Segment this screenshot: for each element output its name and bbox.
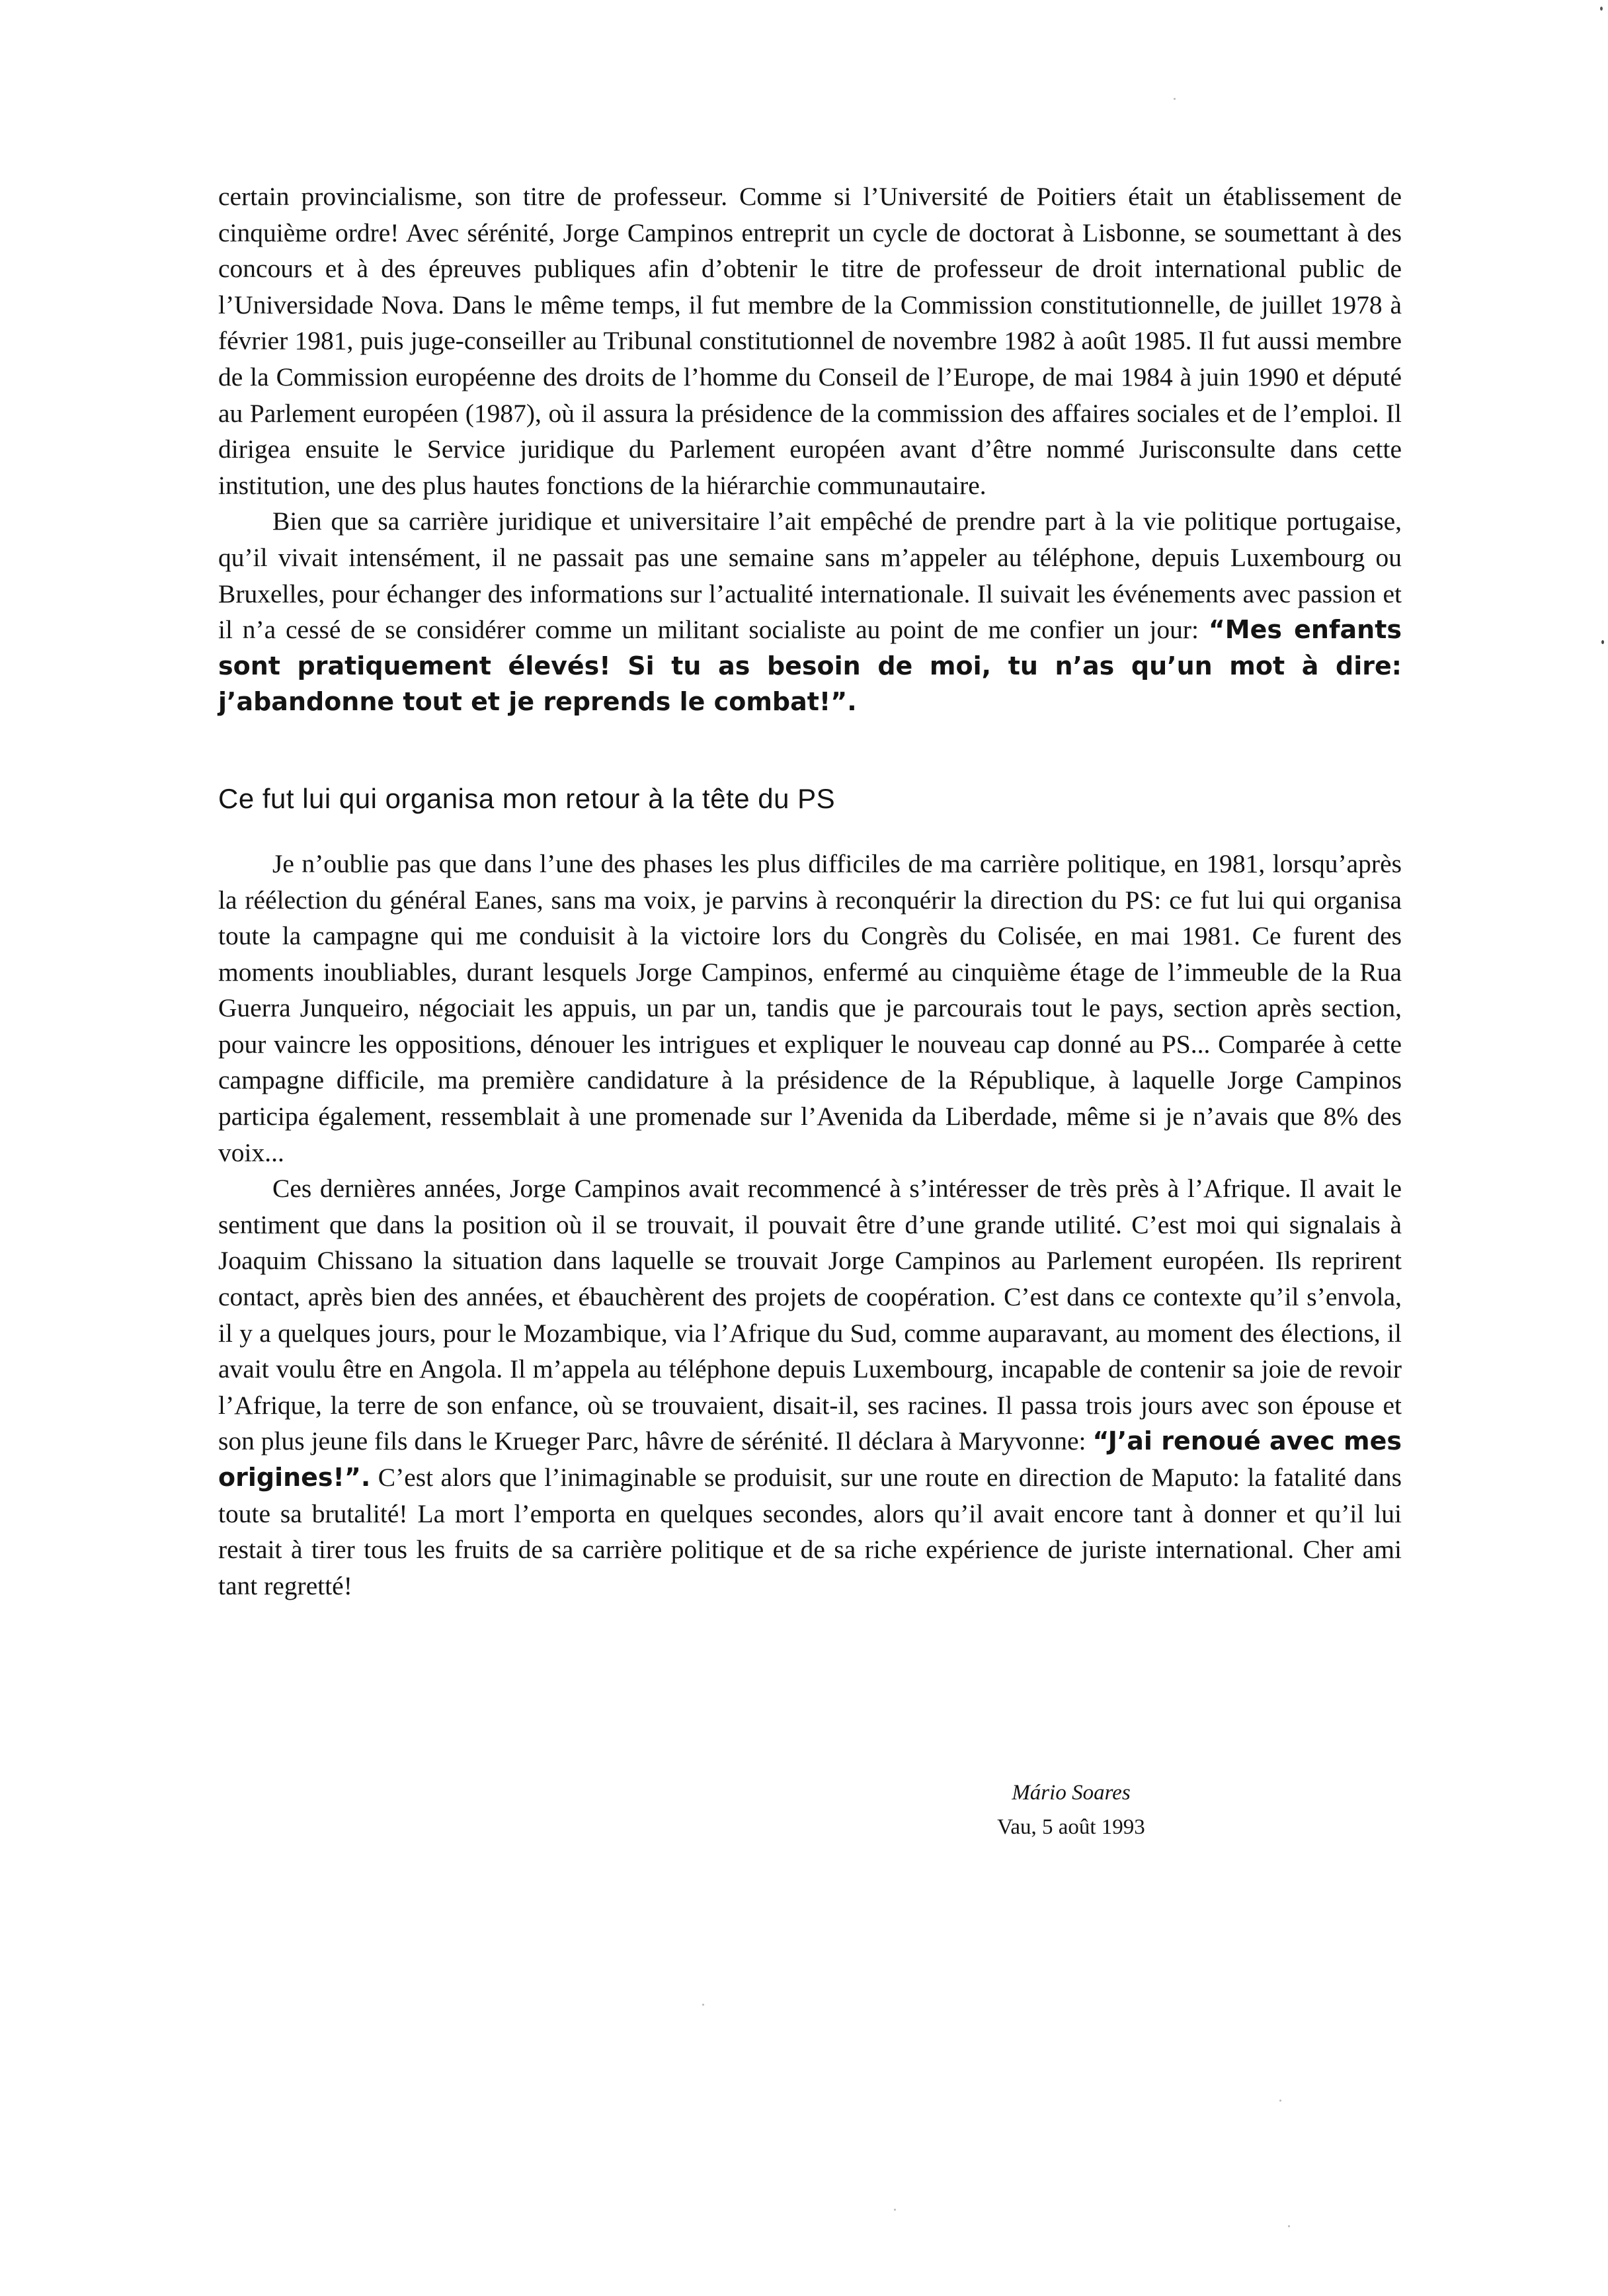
paragraph-phone-calls — [218, 503, 1402, 720]
place-and-date: Vau, 5 août 1993 — [997, 1815, 1145, 1839]
bold-quote: “J’ai renoué avec mes origines!”. — [218, 1426, 1402, 1492]
paragraph-africa — [218, 1170, 1402, 1604]
paragraph-text: Bien que sa carrière juridique et universitaire l’ait empêché de prendre part à la vie politique portugaise, qu’il vivait intensément, il ne passait pas une semaine sans m’appeler au téléphone, depuis Luxembourg ou Bruxelles, pour échanger des informations sur l’actualité internationale. Il suivait les événements avec passion et il n’a cessé de se considérer comme un militant socialiste au point de me confier un jour: — [218, 507, 1402, 645]
scan-speck — [1174, 98, 1176, 100]
scan-speck — [702, 2004, 704, 2006]
paragraph-text: Ces dernières années, Jorge Campinos avait recommencé à s’intéresser de très près à l’Afrique. Il avait le sentiment que dans la position où il se trouvait, il pouvait être d’une grande utilité. C’est moi qui signalais à Joaquim Chissano la situation dans laquelle se trouvait Jorge Campinos au Parlement européen. Ils reprirent contact, après bien des années, et ébauchèrent des projets de coopération. C’est dans ce contexte qu’il s’envola, il y a quelques jours, pour le Mozambique, via l’Afrique du Sud, comme auparavant, au moment des élections, il avait voulu être en Angola. Il m’appela au téléphone depuis Luxembourg, incapable de contenir sa joie de revoir l’Afrique, la terre de son enfance, où se trouvaient, disait-il, ses racines. Il passa trois jours avec son épouse et son plus jeune fils dans le Krueger Parc, hâvre de sérénité. Il déclara à Maryvonne: — [218, 1174, 1402, 1456]
section-heading: Ce fut lui qui organisa mon retour à la tête du PS — [218, 782, 836, 814]
paragraph-continuation: certain provincialisme, son titre de professeur. Comme si l’Université de Poitiers était un établissement de cinquième ordre! Avec sérénité, Jorge Campinos entreprit un cycle de doctorat à Lisbonne, se soumettant à des concours et à des épreuves publiques afin d’obtenir le titre de professeur de droit international public de l’Universidade Nova. Dans le même temps, il fut membre de la Commission constitutionnelle, de juillet 1978 à février 1981, puis juge-conseiller au Tribunal constitutionnel de novembre 1982 à août 1985. Il fut aussi membre de la Commission européenne des droits de l’homme du Conseil de l’Europe, de mai 1984 à juin 1990 et député au Parlement européen (1987), où il assura la présidence de la commission des affaires sociales et de l’emploi. Il dirigea ensuite le Service juridique du Parlement européen avant d’être nommé Jurisconsulte dans cette institution, une des plus hautes fonctions de la hiérarchie communautaire. — [218, 182, 1402, 500]
author-name: Mário Soares — [1012, 1781, 1131, 1805]
signature-block — [939, 1776, 1203, 1844]
scan-speck — [1600, 7, 1603, 11]
scan-speck — [894, 2209, 896, 2211]
paragraph-text: C’est alors que l’inimaginable se produisit, sur une route en direction de Maputo: la fatalité dans toute sa brutalité! La mort l’emporta en quelques secondes, alors qu’il avait encore tant à donner et qu’il lui restait à tirer tous les fruits de sa carrière politique et de sa riche expérience de juriste international. Cher ami tant regretté! — [218, 1463, 1402, 1600]
bold-quote: “Mes enfants sont pratiquement élevés! Si tu as besoin de moi, tu n’as qu’un mot à dire: j’abandonne tout et je reprends le combat!”. — [218, 615, 1402, 717]
scan-speck — [1601, 640, 1604, 644]
article-body — [218, 179, 1402, 1604]
paragraph-campaign: Je n’oublie pas que dans l’une des phases les plus difficiles de ma carrière politique, en 1981, lorsqu’après la réélection du général Eanes, sans ma voix, je parvins à reconquérir la direction du PS: ce fut lui qui organisa toute la campagne qui me conduisit à la victoire lors du Congrès du Colisée, en mai 1981. Ce furent des moments inoubliables, durant lesquels Jorge Campinos, enfermé au cinquième étage de l’immeuble de la Rua Guerra Junqueiro, négociait les appuis, un par un, tandis que je parcourais tout le pays, section après section, pour vaincre les oppositions, dénouer les intrigues et expliquer le nouveau cap donné au PS... Comparée à cette campagne difficile, ma première candidature à la présidence de la République, à laquelle Jorge Campinos participa également, ressemblait à une promenade sur l’Avenida da Liberdade, même si je n’avais que 8% des voix... — [218, 848, 1402, 1167]
scan-speck — [1288, 2225, 1290, 2227]
scan-speck — [1279, 2100, 1281, 2102]
